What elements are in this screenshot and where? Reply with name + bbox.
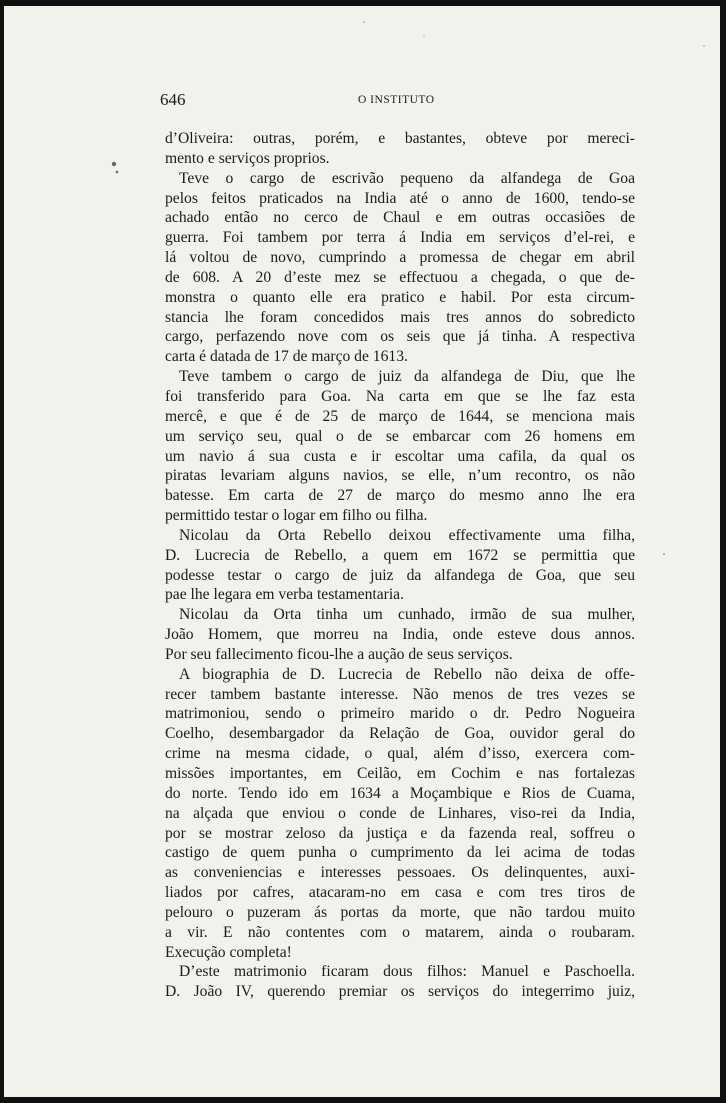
text-line: matrimoniou, sendo o primeiro marido o dr. Pedro Nogueira [165, 705, 635, 723]
speck [116, 171, 119, 174]
text-line: stancia lhe foram concedidos mais tres annos do sobredicto [165, 308, 635, 326]
text-line: na alçada que enviou o conde de Linhares, viso-rei da India, [165, 804, 635, 822]
text-line: mercê, e que é de 25 de março de 1644, se menciona mais [165, 407, 635, 425]
speck [112, 162, 116, 166]
text-line: achado então no cerco de Chaul e em outras occasiões de [165, 209, 635, 227]
text-line: pelos feitos praticados na India até o anno de 1600, tendo-se [165, 189, 635, 207]
text-line: castigo de quem punha o cumprimento da lei acima de todas [165, 844, 635, 862]
page-number: 646 [160, 90, 186, 109]
text-line: Nicolau da Orta tinha um cunhado, irmão de sua mulher, [179, 606, 635, 624]
text-line: Teve o cargo de escrivão pequeno da alfandega de Goa [179, 169, 635, 187]
text-line: d’Oliveira: outras, porém, e bastantes, obteve por mereci- [165, 130, 635, 147]
text-line: do norte. Tendo ido em 1634 a Moçambique e Rios de Cuama, [165, 784, 635, 802]
text-line: Coelho, desembargador da Relação de Goa, ouvidor geral do [165, 725, 635, 743]
text-line: guerra. Foi tambem por terra á India em serviços d’el-rei, e [165, 229, 635, 247]
text-line: lá voltou de novo, cumprindo a promessa de chegar em abril [165, 249, 635, 267]
text-line: permittido testar o logar em filho ou filha. [165, 507, 428, 525]
text-line: cargo, perfazendo nove com os seis que já tinha. A respectiva [165, 328, 635, 346]
text-line: pae lhe legara em verba testamentaria. [165, 586, 404, 604]
text-line: um serviço seu, qual o de se embarcar com 26 homens em [165, 427, 635, 445]
text-line: Teve tambem o cargo de juiz da alfandega de Diu, que lhe [179, 368, 635, 386]
text-line: João Homem, que morreu na India, onde esteve dous annos. [165, 626, 635, 644]
text-line: missões importantes, em Ceilão, em Cochim e nas fortalezas [165, 765, 635, 782]
speck [663, 553, 665, 555]
book-page [4, 6, 720, 1097]
text-line: as conveniencias e interesses pessoaes. Os delinquentes, auxi- [165, 864, 635, 882]
text-line: crime na mesma cidade, o qual, além d’isso, exercera com- [165, 745, 635, 763]
text-line: de 608. A 20 d’este mez se effectuou a chegada, o que de- [165, 268, 635, 286]
speck [703, 45, 705, 47]
text-line: D. João IV, querendo premiar os serviços do integerrimo juiz, [165, 983, 635, 1001]
speck [423, 35, 424, 36]
text-line: batesse. Em carta de 27 de março do mesmo anno lhe era [165, 487, 635, 505]
running-head: O INSTITUTO [358, 94, 435, 106]
text-line: D. Lucrecia de Rebello, a quem em 1672 se permittia que [165, 546, 635, 564]
page-header [160, 90, 640, 114]
text-line: monstra o quanto elle era pratico e habil. Por esta circum- [165, 288, 635, 306]
text-line: liados por cafres, atacaram-no em casa e com tres tiros de [165, 884, 635, 902]
text-line: um navio á sua custa e ir escoltar uma cafila, da qual os [165, 447, 635, 465]
speck [363, 21, 365, 23]
text-line: por se mostrar zeloso da justiça e da fazenda real, soffreu o [165, 824, 635, 842]
text-line: foi transferido para Goa. Na carta em que se lhe faz esta [165, 387, 635, 405]
text-line: Por seu fallecimento ficou-lhe a aução de seus serviços. [165, 645, 513, 663]
text-line: D’este matrimonio ficaram dous filhos: Manuel e Paschoella. [179, 963, 635, 981]
text-line: A biographia de D. Lucrecia de Rebello não deixa de offe- [179, 665, 635, 683]
text-line: piratas levariam alguns navios, se elle, n’um recontro, os não [165, 467, 635, 485]
text-line: Nicolau da Orta Rebello deixou effectivamente uma filha, [179, 526, 635, 544]
text-line: carta é datada de 17 de março de 1613. [165, 348, 408, 366]
text-line: recer tambem bastante interesse. Não menos de tres vezes se [165, 685, 635, 703]
text-line: pelouro o puzeram ás portas da morte, que não tardou muito [165, 903, 635, 921]
text-line: Execução completa! [165, 943, 292, 961]
text-line: mento e serviços proprios. [165, 149, 330, 167]
body-text [165, 129, 635, 1002]
text-line: podesse testar o cargo de juiz da alfandega de Goa, que seu [165, 566, 635, 584]
text-line: a vir. E não contentes com o matarem, ainda o roubaram. [165, 923, 635, 941]
